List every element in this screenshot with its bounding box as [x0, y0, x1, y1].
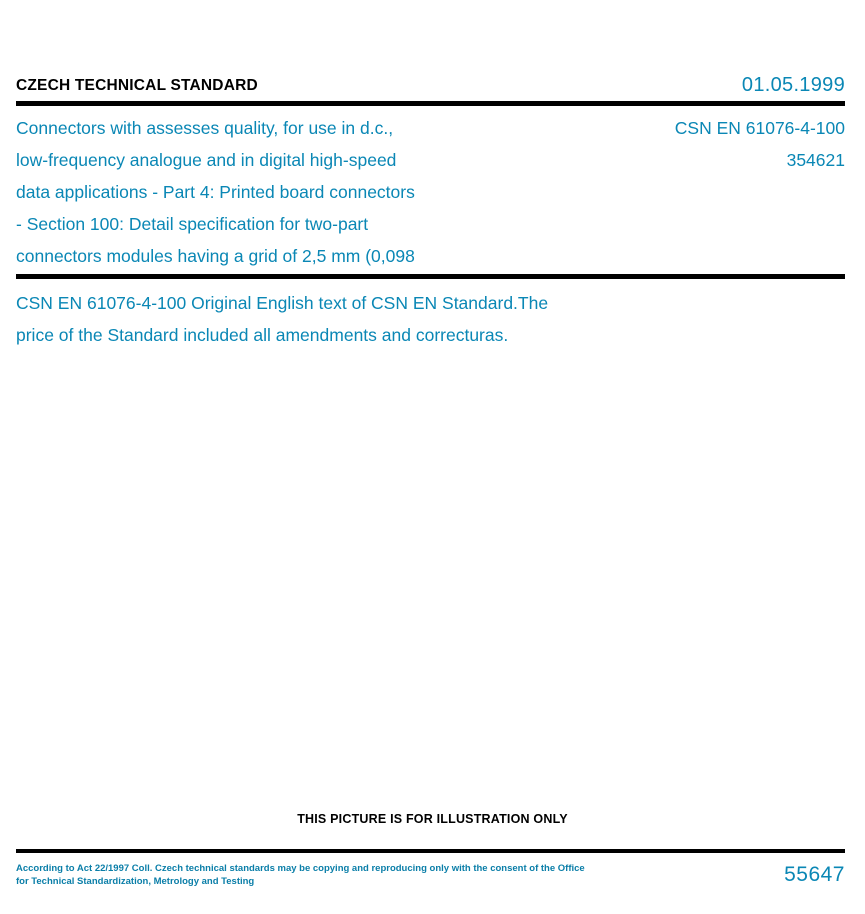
- divider-top: [16, 101, 845, 106]
- title-line: Connectors with assesses quality, for use in d.c.,: [16, 118, 394, 138]
- divider-middle: [16, 274, 845, 279]
- identifier-block: [565, 112, 845, 176]
- illustration-disclaimer: THIS PICTURE IS FOR ILLUSTRATION ONLY: [297, 812, 568, 826]
- publication-date: 01.05.1999: [741, 74, 845, 96]
- standard-type-label: CZECH TECHNICAL STANDARD: [16, 76, 258, 94]
- background-artifact: [18, 362, 23, 377]
- copyright-line: According to Act 22/1997 Coll. Czech technical standards may be copying and reproducing only with the consent of the Office: [16, 863, 585, 874]
- note-line: price of the Standard included all amendments and correcturas.: [16, 325, 509, 345]
- title-line: low-frequency analogue and in digital high-speed: [16, 150, 397, 170]
- document-header: [16, 62, 845, 96]
- title-line: connectors modules having a grid of 2,5 mm (0,098: [16, 246, 415, 266]
- copyright-notice: [16, 862, 616, 888]
- note-line: CSN EN 61076-4-100 Original English text of CSN EN Standard.The: [16, 293, 549, 313]
- standard-note: [16, 287, 716, 351]
- standard-code: CSN EN 61076-4-100: [674, 118, 845, 138]
- standard-title: [16, 112, 546, 272]
- title-line: data applications - Part 4: Printed board connectors: [16, 182, 415, 202]
- classification-code: 354621: [786, 150, 845, 170]
- background-artifact: [335, 778, 341, 795]
- title-block: [16, 112, 845, 272]
- copyright-line: for Technical Standardization, Metrology and Testing: [16, 876, 255, 887]
- document-footer: [16, 862, 845, 888]
- title-line: - Section 100: Detail specification for two-part: [16, 214, 369, 234]
- divider-bottom: [16, 849, 845, 853]
- document-number: 55647: [784, 863, 845, 886]
